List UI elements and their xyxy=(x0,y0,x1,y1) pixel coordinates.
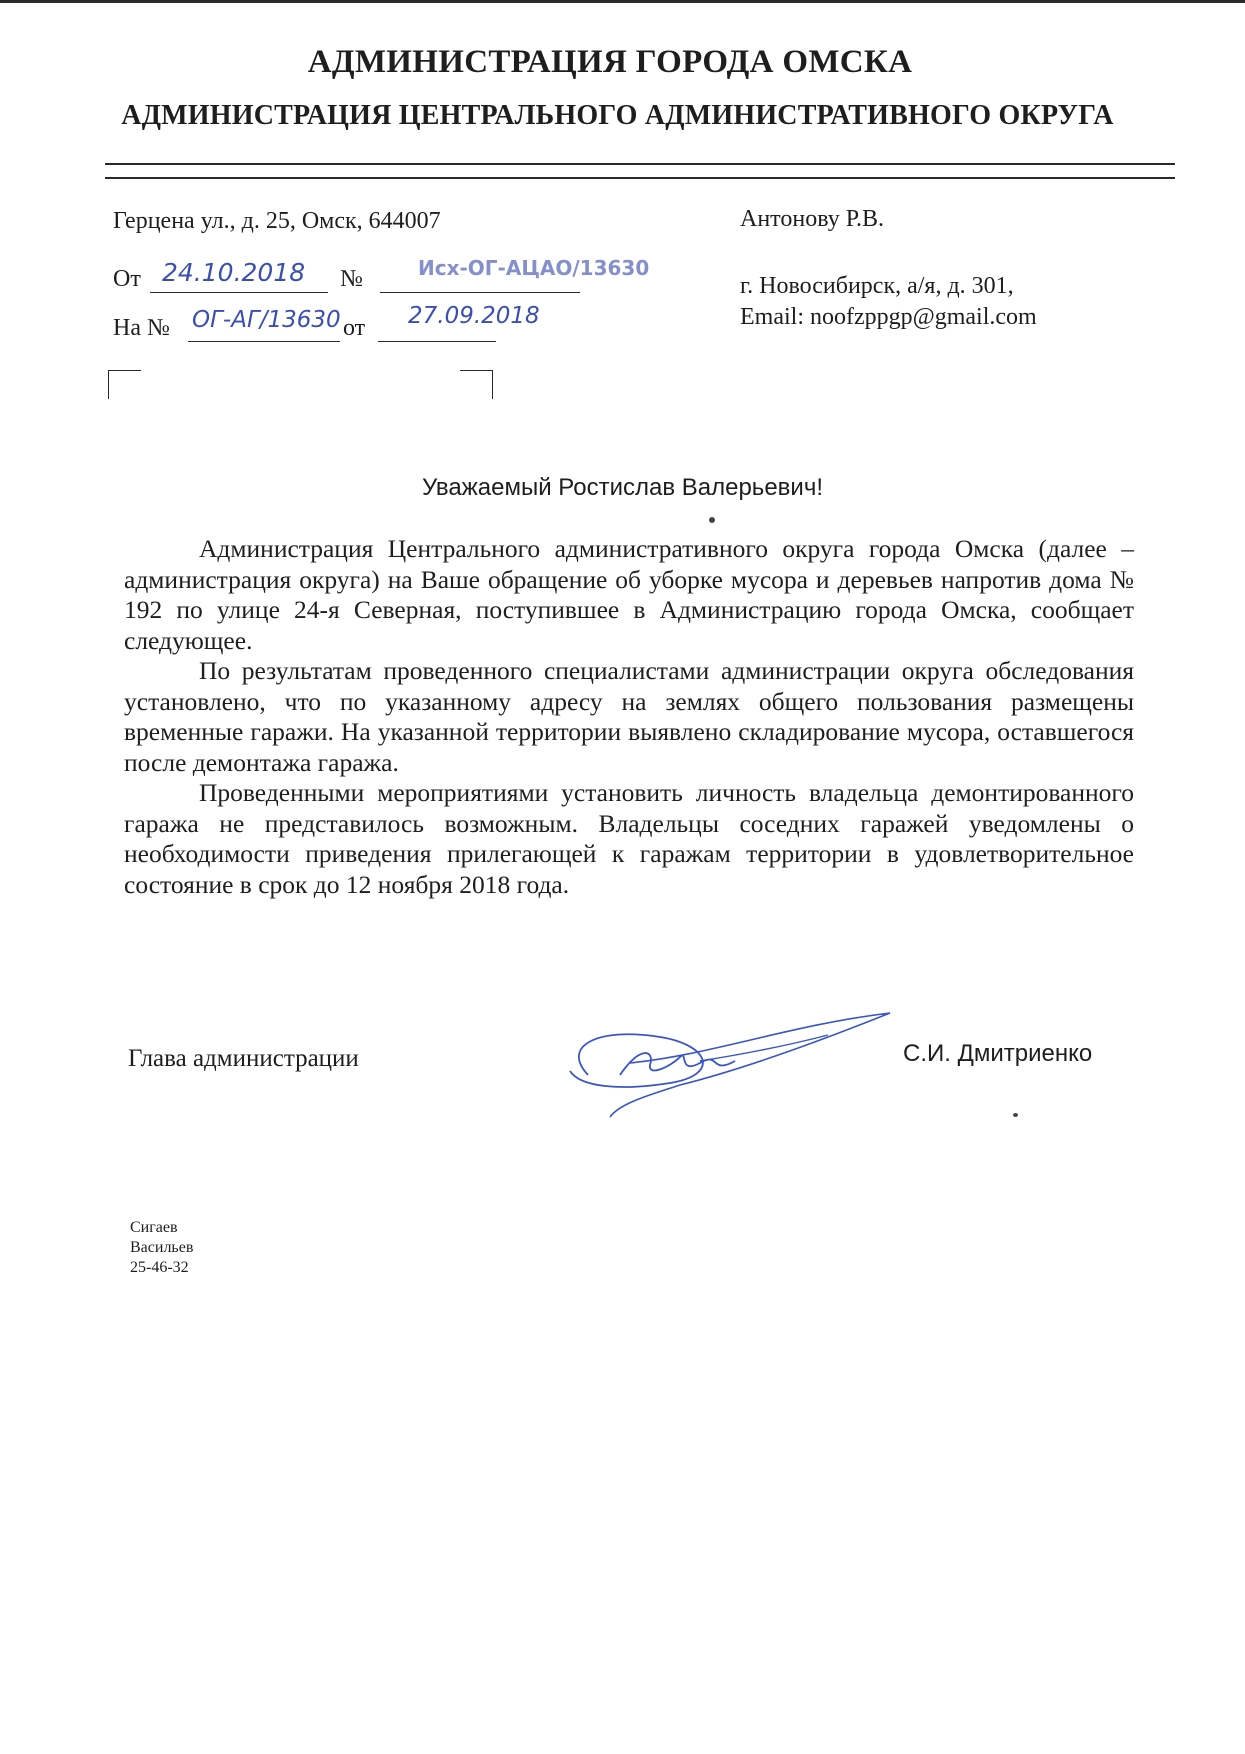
number-label: № xyxy=(340,266,363,292)
signatory-name: С.И. Дмитриенко xyxy=(903,1040,1093,1067)
reply-number-line xyxy=(188,341,340,342)
signatory-position: Глава администрации xyxy=(128,1045,359,1072)
handwritten-signature xyxy=(560,1005,900,1135)
body-paragraph-3: Проведенными мероприятиями установить личность владельца демонтированного гаража не представилось возможным. Владельцы соседних гаражей уведомлены о необходимости приведения прилегающей к гаражам территории в удовлетворительное состояние в срок до 12 ноября 2018 года. xyxy=(124,778,1134,899)
corner-bracket-left xyxy=(108,370,141,399)
executors-block xyxy=(130,1218,193,1278)
outgoing-number-stamp: Исх-ОГ-АЦАО/13630 xyxy=(418,256,650,280)
scan-mark xyxy=(1013,1113,1018,1117)
body-paragraph-1: Администрация Центрального административного округа города Омска (далее – администрация округа) на Ваше обращение об уборке мусора и деревьев напротив дома № 192 по улице 24-я Северная, поступившее в Администрацию города Омска, сообщает следующее. xyxy=(124,534,1134,655)
scan-dot xyxy=(709,517,715,523)
executor-2: Васильев xyxy=(130,1239,194,1256)
header-title-district: АДМИНИСТРАЦИЯ ЦЕНТРАЛЬНОГО АДМИНИСТРАТИВНОГО ОКРУГА xyxy=(121,100,1114,131)
executor-phone: 25-46-32 xyxy=(130,1259,189,1276)
number-line xyxy=(380,292,580,293)
sender-address: Герцена ул., д. 25, Омск, 644007 xyxy=(113,208,441,234)
header-rule-bottom xyxy=(105,177,1175,179)
letter-body xyxy=(124,534,1134,900)
from-label: От xyxy=(113,266,141,292)
reply-date: 27.09.2018 xyxy=(408,303,540,329)
reply-date-line xyxy=(378,341,496,342)
from-date: 24.10.2018 xyxy=(162,258,306,287)
reply-number: ОГ-АГ/13630 xyxy=(192,307,341,333)
greeting: Уважаемый Ростислав Валерьевич! xyxy=(421,474,823,501)
reply-label: На № xyxy=(113,315,170,341)
header-rule-top xyxy=(105,163,1175,165)
reply-from-label: от xyxy=(343,315,366,341)
recipient-name: Антонову Р.В. xyxy=(740,206,885,232)
body-paragraph-2: По результатам проведенного специалистами администрации округа обследования установлено, что по указанному адресу на землях общего пользования размещены временные гаражи. На указанной территории выявлено складирование мусора, оставшегося после демонтажа гаража. xyxy=(124,656,1134,777)
header-title-city: АДМИНИСТРАЦИЯ ГОРОДА ОМСКА xyxy=(307,44,913,80)
executor-1: Сигаев xyxy=(130,1219,178,1236)
from-date-line xyxy=(150,292,328,293)
corner-bracket-right xyxy=(460,370,493,399)
recipient-email: Email: noofzppgp@gmail.com xyxy=(740,304,1037,330)
recipient-address: г. Новосибирск, а/я, д. 301, xyxy=(740,273,1014,299)
scan-edge xyxy=(0,0,1245,3)
